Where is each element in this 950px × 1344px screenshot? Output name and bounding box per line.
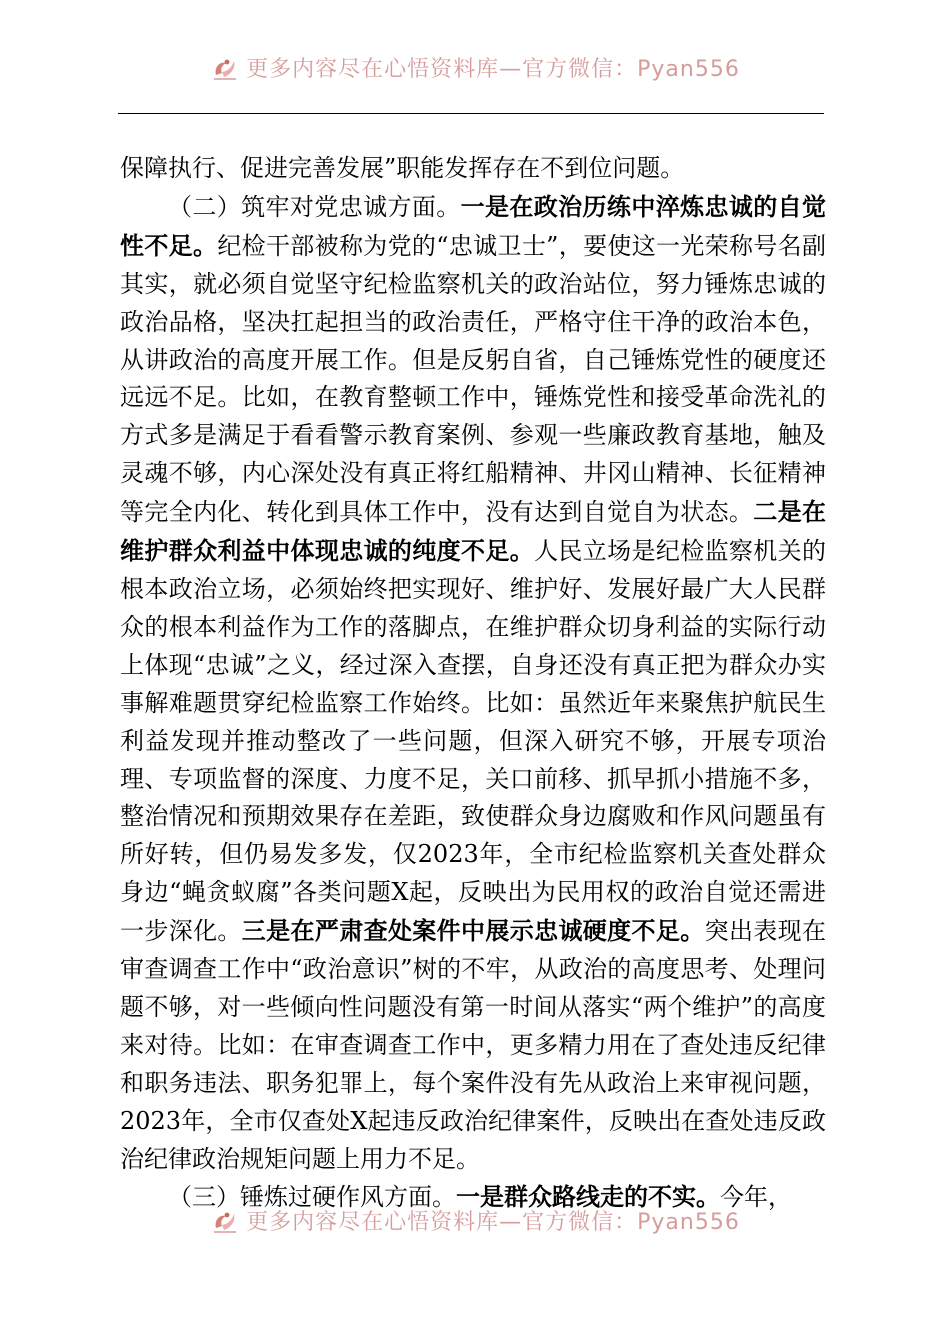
text-run: 保障执行、促进完善发展”职能发挥存在不到位问题。 <box>120 154 685 182</box>
text-run: 今年， <box>720 1183 792 1212</box>
header-watermark <box>0 52 950 83</box>
stylized-flower-icon <box>210 1206 240 1236</box>
text-run: （二）筑牢对党忠诚方面。 <box>168 192 461 221</box>
paragraph <box>120 150 826 188</box>
text-run: 人民立场是纪检监察机关的根本政治立场，必须始终把实现好、维护好、发展好最广大人民群众的根本利益作为工作的落脚点，在维护群众切身利益的实际行动上体现“忠诚”之义，经过深入查摆，自身还没有真正把为群众办实事解难题贯穿纪检监察工作始终。比如：虽然近年来聚焦护航民生利益发现并推动整改了一些问题，但深入研究不够，开展专项治理、专项监督的深度、力度不足，关口前移、抓早抓小措施不多，整治情况和预期效果存在差距，致使群众身边腐败和作风问题虽有所好转，但仍易发多发，仅2023年，全市纪检监察机关查处群众身边“蝇贪蚁腐”各类问题X起，反映出为民用权的政治自觉还需进一步深化。 <box>120 537 827 946</box>
text-run: 纪检干部被称为党的“忠诚卫士”，要使这一光荣称号名副其实，就必须自觉坚守纪检监察机关的政治站位，努力锤炼忠诚的政治品格，坚决扛起担当的政治责任，严格守住干净的政治本色，从讲政治的高度开展工作。但是反躬自省，自己锤炼党性的硬度还远远不足。比如，在教育整顿工作中，锤炼党性和接受革命洗礼的方式多是满足于看看警示教育案例、参观一些廉政教育基地，触及灵魂不够，内心深处没有真正将红船精神、井冈山精神、长征精神等完全内化、转化到具体工作中，没有达到自觉自为状态。 <box>120 231 826 527</box>
bold-text-run: 一是群众路线走的不实。 <box>456 1182 720 1212</box>
stylized-flower-icon <box>210 53 240 83</box>
header-divider <box>118 113 824 114</box>
watermark-text: 更多内容尽在心悟资料库—官方微信：Pyan556 <box>246 1210 740 1235</box>
bold-text-run: 二是在维护群众利益中体现忠诚的纯度不足。 <box>120 497 827 566</box>
footer-watermark <box>0 1205 950 1236</box>
watermark-text: 更多内容尽在心悟资料库—官方微信：Pyan556 <box>246 57 740 82</box>
text-run: 突出表现在审查调查工作中“政治意识”树的不牢，从政治的高度思考、处理问题不够，对一些倾向性问题没有第一时间从落实“两个维护”的高度来对待。比如：在审查调查工作中，更多精力用在了查处违反纪律和职务违法、职务犯罪上，每个案件没有先从政治上来审视问题，2023年，全市仅查处X起违反政治纪律案件，反映出在查处违反政治纪律政治规矩问题上用力不足。 <box>120 917 827 1173</box>
text-run: （三）锤炼过硬作风方面。 <box>168 1183 456 1212</box>
bold-text-run: 三是在严肃查处案件中展示忠诚硬度不足。 <box>241 916 705 946</box>
document-body <box>120 150 826 1217</box>
bold-text-run: 一是在政治历练中淬炼忠诚的自觉性不足。 <box>120 191 827 260</box>
paragraph <box>120 188 826 1179</box>
